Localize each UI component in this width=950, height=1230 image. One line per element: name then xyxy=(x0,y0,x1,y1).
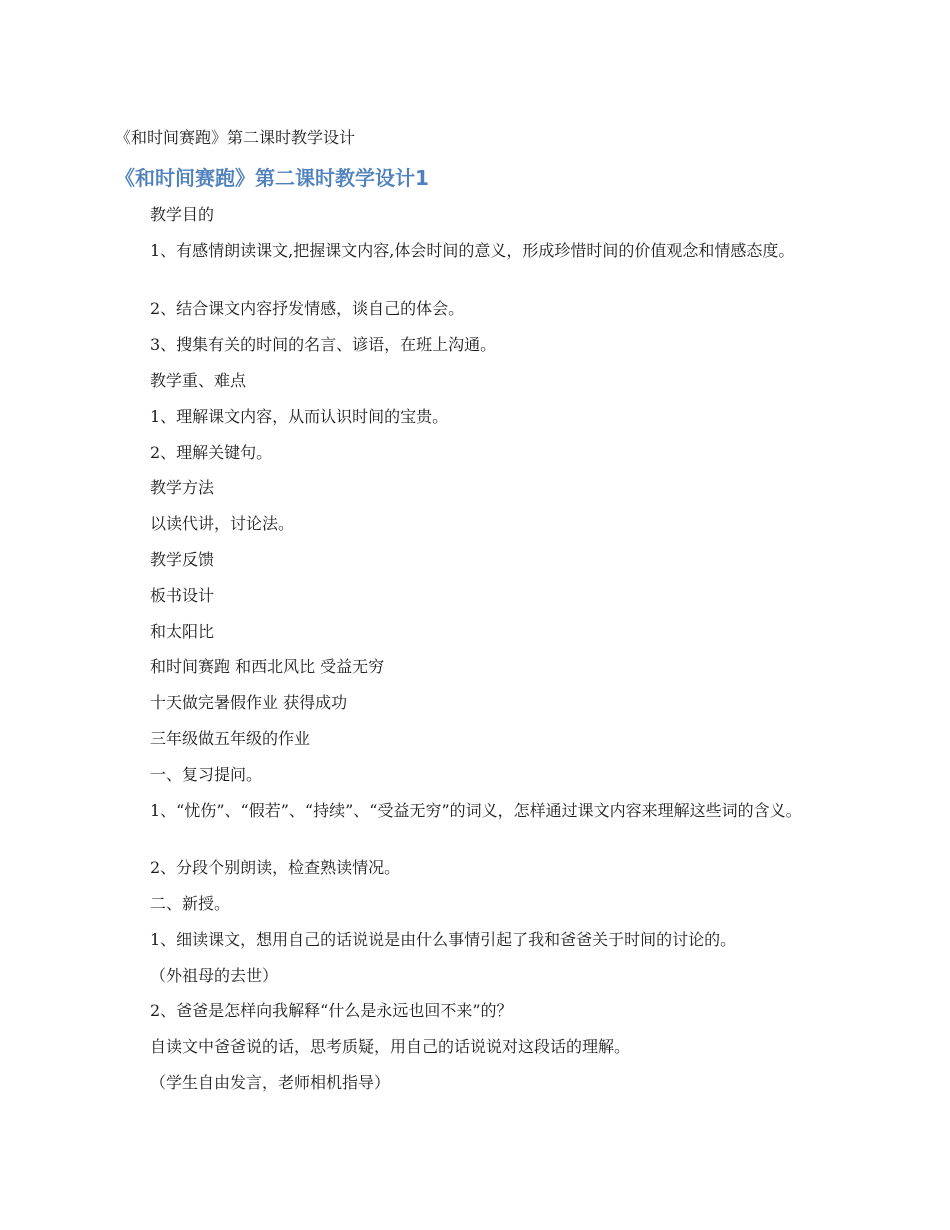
paragraph: 和时间赛跑 和西北风比 受益无穷 xyxy=(150,657,385,676)
paragraph: 1、理解课文内容，从而认识时间的宝贵。 xyxy=(150,407,449,426)
paragraph: 1、“忧伤”、“假若”、“持续”、“受益无穷”的词义，怎样通过课文内容来理解这些词的含义。 xyxy=(150,801,802,820)
paragraph: 板书设计 xyxy=(150,586,215,605)
paragraph: 一、复习提问。 xyxy=(150,765,263,784)
document-title: 《和时间赛跑》第二课时教学设计 xyxy=(115,128,356,147)
paragraph: 3、搜集有关的时间的名言、谚语，在班上沟通。 xyxy=(150,335,497,354)
paragraph: 十天做完暑假作业 获得成功 xyxy=(150,693,348,712)
section-heading: 《和时间赛跑》第二课时教学设计1 xyxy=(115,166,429,190)
paragraph: 教学反馈 xyxy=(150,550,215,569)
paragraph: 和太阳比 xyxy=(150,622,215,641)
paragraph: 自读文中爸爸说的话，思考质疑，用自己的话说说对这段话的理解。 xyxy=(150,1037,631,1056)
paragraph: （外祖母的去世） xyxy=(150,966,279,985)
paragraph: 以读代讲，讨论法。 xyxy=(150,514,295,533)
paragraph: 1、细读课文，想用自己的话说说是由什么事情引起了我和爸爸关于时间的讨论的。 xyxy=(150,930,737,949)
paragraph: 三年级做五年级的作业 xyxy=(150,729,311,748)
paragraph: 2、爸爸是怎样向我解释“什么是永远也回不来”的？ xyxy=(150,1001,513,1020)
paragraph: 二、新授。 xyxy=(150,894,231,913)
paragraph: 2、结合课文内容抒发情感，谈自己的体会。 xyxy=(150,299,465,318)
paragraph: 1、有感情朗读课文,把握课文内容,体会时间的意义，形成珍惜时间的价值观念和情感态度。 xyxy=(150,241,795,260)
paragraph: 教学方法 xyxy=(150,478,215,497)
paragraph: 教学目的 xyxy=(150,205,215,224)
paragraph: 教学重、难点 xyxy=(150,371,247,390)
paragraph: 2、分段个别朗读，检查熟读情况。 xyxy=(150,858,401,877)
paragraph: 2、理解关键句。 xyxy=(150,443,273,462)
paragraph: （学生自由发言，老师相机指导） xyxy=(150,1073,391,1092)
